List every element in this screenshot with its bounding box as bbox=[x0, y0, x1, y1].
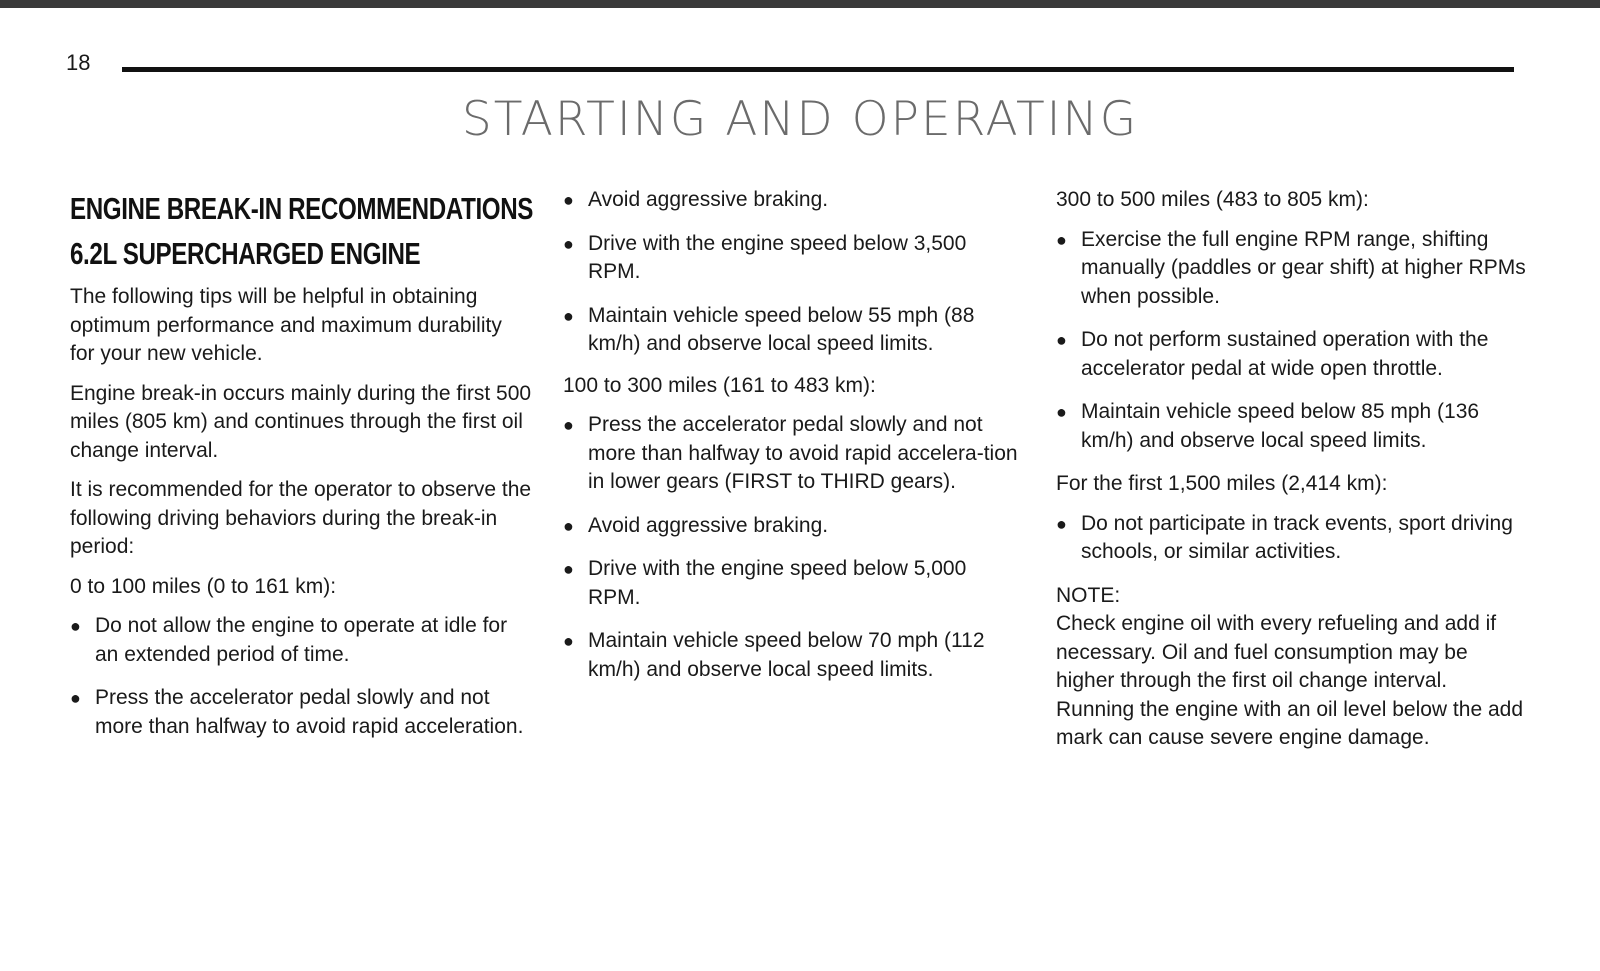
list-item: ● Maintain vehicle speed below 85 mph (136 km/h) and observe local speed limits. bbox=[1056, 400, 1480, 452]
list-item: ● Avoid aggressive braking. bbox=[563, 512, 1023, 541]
heading-line-1: ENGINE BREAK-IN RECOMMENDATIONS bbox=[70, 191, 534, 226]
header-rule bbox=[122, 67, 1514, 72]
note-label: NOTE: bbox=[1056, 583, 1121, 607]
column-1 bbox=[70, 186, 532, 756]
list-item: ● Maintain vehicle speed below 55 mph (88 km/h) and observe local speed limits. bbox=[563, 303, 975, 355]
list-item: ● Drive with the engine speed below 5,000 RPM. bbox=[563, 557, 967, 609]
intro-paragraph: The following tips will be helpful in obtaining optimum performance and maximum durability for your new vehicle. bbox=[70, 285, 502, 365]
list-item: ● Do not allow the engine to operate at idle for an extended period of time. bbox=[70, 614, 508, 666]
bullet-icon: ● bbox=[563, 190, 574, 210]
list-item: ● Drive with the engine speed below 3,500 RPM. bbox=[563, 231, 967, 283]
bullet-icon: ● bbox=[1056, 513, 1067, 534]
section-heading bbox=[70, 186, 534, 276]
range-first-1500-list bbox=[1056, 510, 1526, 567]
bullet-icon: ● bbox=[563, 305, 574, 326]
bullet-icon: ● bbox=[563, 233, 574, 254]
bullet-icon: ● bbox=[1056, 229, 1067, 250]
bullet-icon: ● bbox=[70, 688, 81, 708]
list-item: ● Press the accelerator pedal slowly and not more than halfway to avoid rapid accelera-tion in lower gears (FIRST to THIRD gears). bbox=[563, 413, 1018, 493]
list-item: ● Do not participate in track events, sport driving schools, or similar activities. bbox=[1056, 511, 1513, 563]
bullet-icon: ● bbox=[563, 631, 574, 651]
note-text: Check engine oil with every refueling and add if necessary. Oil and fuel consumption may be higher through the first oil change interval. Running the engine with an oil level below the add mark can cause severe engine damage. bbox=[1056, 612, 1523, 749]
bullet-icon: ● bbox=[563, 559, 574, 579]
range-0-100-list-continued bbox=[563, 186, 1023, 359]
page-number: 18 bbox=[66, 50, 91, 75]
column-2 bbox=[563, 186, 1023, 699]
list-item: ● Maintain vehicle speed below 70 mph (112 km/h) and observe local speed limits. bbox=[563, 629, 985, 681]
recommendation-paragraph: It is recommended for the operator to observe the following driving behaviors during the break-in period: bbox=[70, 478, 532, 558]
column-3 bbox=[1056, 186, 1526, 753]
list-item: ● Exercise the full engine RPM range, shifting manually (paddles or gear shift) at higher RPMs when possible. bbox=[1056, 227, 1526, 308]
bullet-icon: ● bbox=[563, 515, 574, 536]
range-label-100-300: 100 to 300 miles (161 to 483 km): bbox=[563, 373, 876, 397]
top-bar bbox=[0, 0, 1600, 8]
list-item: ● Avoid aggressive braking. bbox=[563, 186, 1023, 215]
list-item: ● Press the accelerator pedal slowly and not more than halfway to avoid rapid acceleration. bbox=[70, 686, 524, 738]
bullet-icon: ● bbox=[70, 616, 81, 636]
range-300-500-list bbox=[1056, 226, 1526, 456]
range-label-300-500: 300 to 500 miles (483 to 805 km): bbox=[1056, 188, 1369, 211]
bullet-icon: ● bbox=[1056, 330, 1067, 350]
list-item: ● Do not perform sustained operation with the accelerator pedal at wide open throttle. bbox=[1056, 328, 1489, 380]
bullet-icon: ● bbox=[563, 415, 574, 435]
range-0-100-list bbox=[70, 612, 532, 741]
range-label-0-100: 0 to 100 miles (0 to 161 km): bbox=[70, 574, 337, 598]
range-100-300-list bbox=[563, 411, 1023, 684]
break-in-paragraph: Engine break-in occurs mainly during the first 500 miles (805 km) and continues through the first oil change interval. bbox=[70, 381, 532, 462]
heading-line-2: 6.2L SUPERCHARGED ENGINE bbox=[70, 236, 421, 271]
range-label-first-1500: For the first 1,500 miles (2,414 km): bbox=[1056, 472, 1388, 495]
section-title: STARTING AND OPERATING bbox=[461, 92, 1139, 147]
bullet-icon: ● bbox=[1056, 402, 1067, 422]
